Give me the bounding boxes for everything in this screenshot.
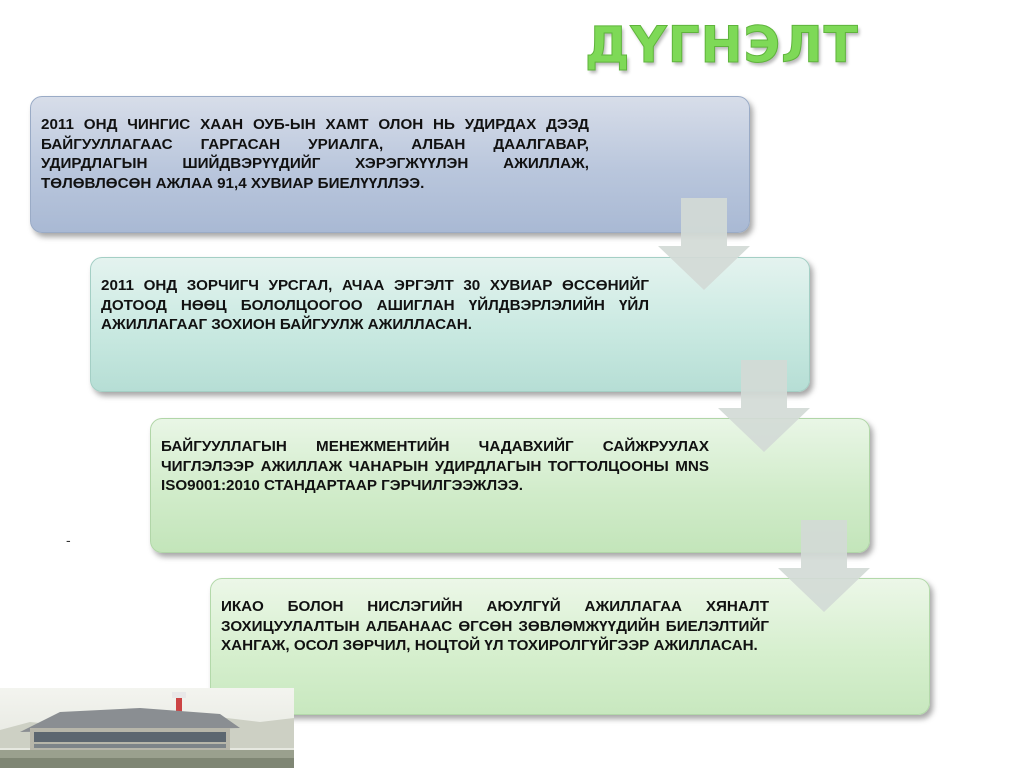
conclusion-text-1: 2011 ОНД ЧИНГИС ХААН ОУБ-ЫН ХАМТ ОЛОН НЬ УДИРДАХ ДЭЭД БАЙГУУЛЛАГААС ГАРГАСАН УРИАЛГА, АЛБАН ДААЛГАВАР, УДИРДЛАГЫН ШИЙДВЭРҮҮДИЙГ ХЭРЭГЖҮҮЛЭН АЖИЛЛАЖ, ТӨЛӨВЛӨСӨН АЖЛАА 91,4 ХУВИАР БИЕЛҮҮЛЛЭЭ. xyxy=(41,116,589,192)
conclusion-text-3: БАЙГУУЛЛАГЫН МЕНЕЖМЕНТИЙН ЧАДАВХИЙГ САЙЖРУУЛАХ ЧИГЛЭЛЭЭР АЖИЛЛАЖ ЧАНАРЫН УДИРДЛАГЫН ТОГТОЛЦООНЫ MNS ISO9001:2010 СТАНДАРТААР ГЭРЧИЛГЭЭЖЛЭЭ. xyxy=(161,438,709,494)
down-arrow-icon xyxy=(658,198,750,290)
airport-terminal-photo xyxy=(0,688,294,768)
dash-mark: - xyxy=(66,532,71,548)
conclusion-text-4: ИКАО БОЛОН НИСЛЭГИЙН АЮУЛГҮЙ АЖИЛЛАГАА ХЯНАЛТ ЗОХИЦУУЛАЛТЫН АЛБАНААС ӨГСӨН ЗӨВЛӨМЖҮҮДИЙН БИЕЛЭЛТИЙГ ХАНГАЖ, ОСОЛ ЗӨРЧИЛ, НОЦТОЙ ҮЛ ТОХИРОЛГҮЙГЭЭР АЖИЛЛАСАН. xyxy=(221,598,769,654)
conclusion-box-1 xyxy=(30,96,750,233)
down-arrow-icon xyxy=(718,360,810,452)
down-arrow-icon xyxy=(778,520,870,612)
page-title: ДҮГНЭЛТ xyxy=(585,16,859,74)
conclusion-text-2: 2011 ОНД ЗОРЧИГЧ УРСГАЛ, АЧАА ЭРГЭЛТ 30 ХУВИАР ӨССӨНИЙГ ДОТООД НӨӨЦ БОЛОЛЦООГОО АШИГЛАН ҮЙЛДВЭРЛЭЛИЙН ҮЙЛ АЖИЛЛАГААГ ЗОХИОН БАЙГУУЛЖ АЖИЛЛАСАН. xyxy=(101,277,649,333)
